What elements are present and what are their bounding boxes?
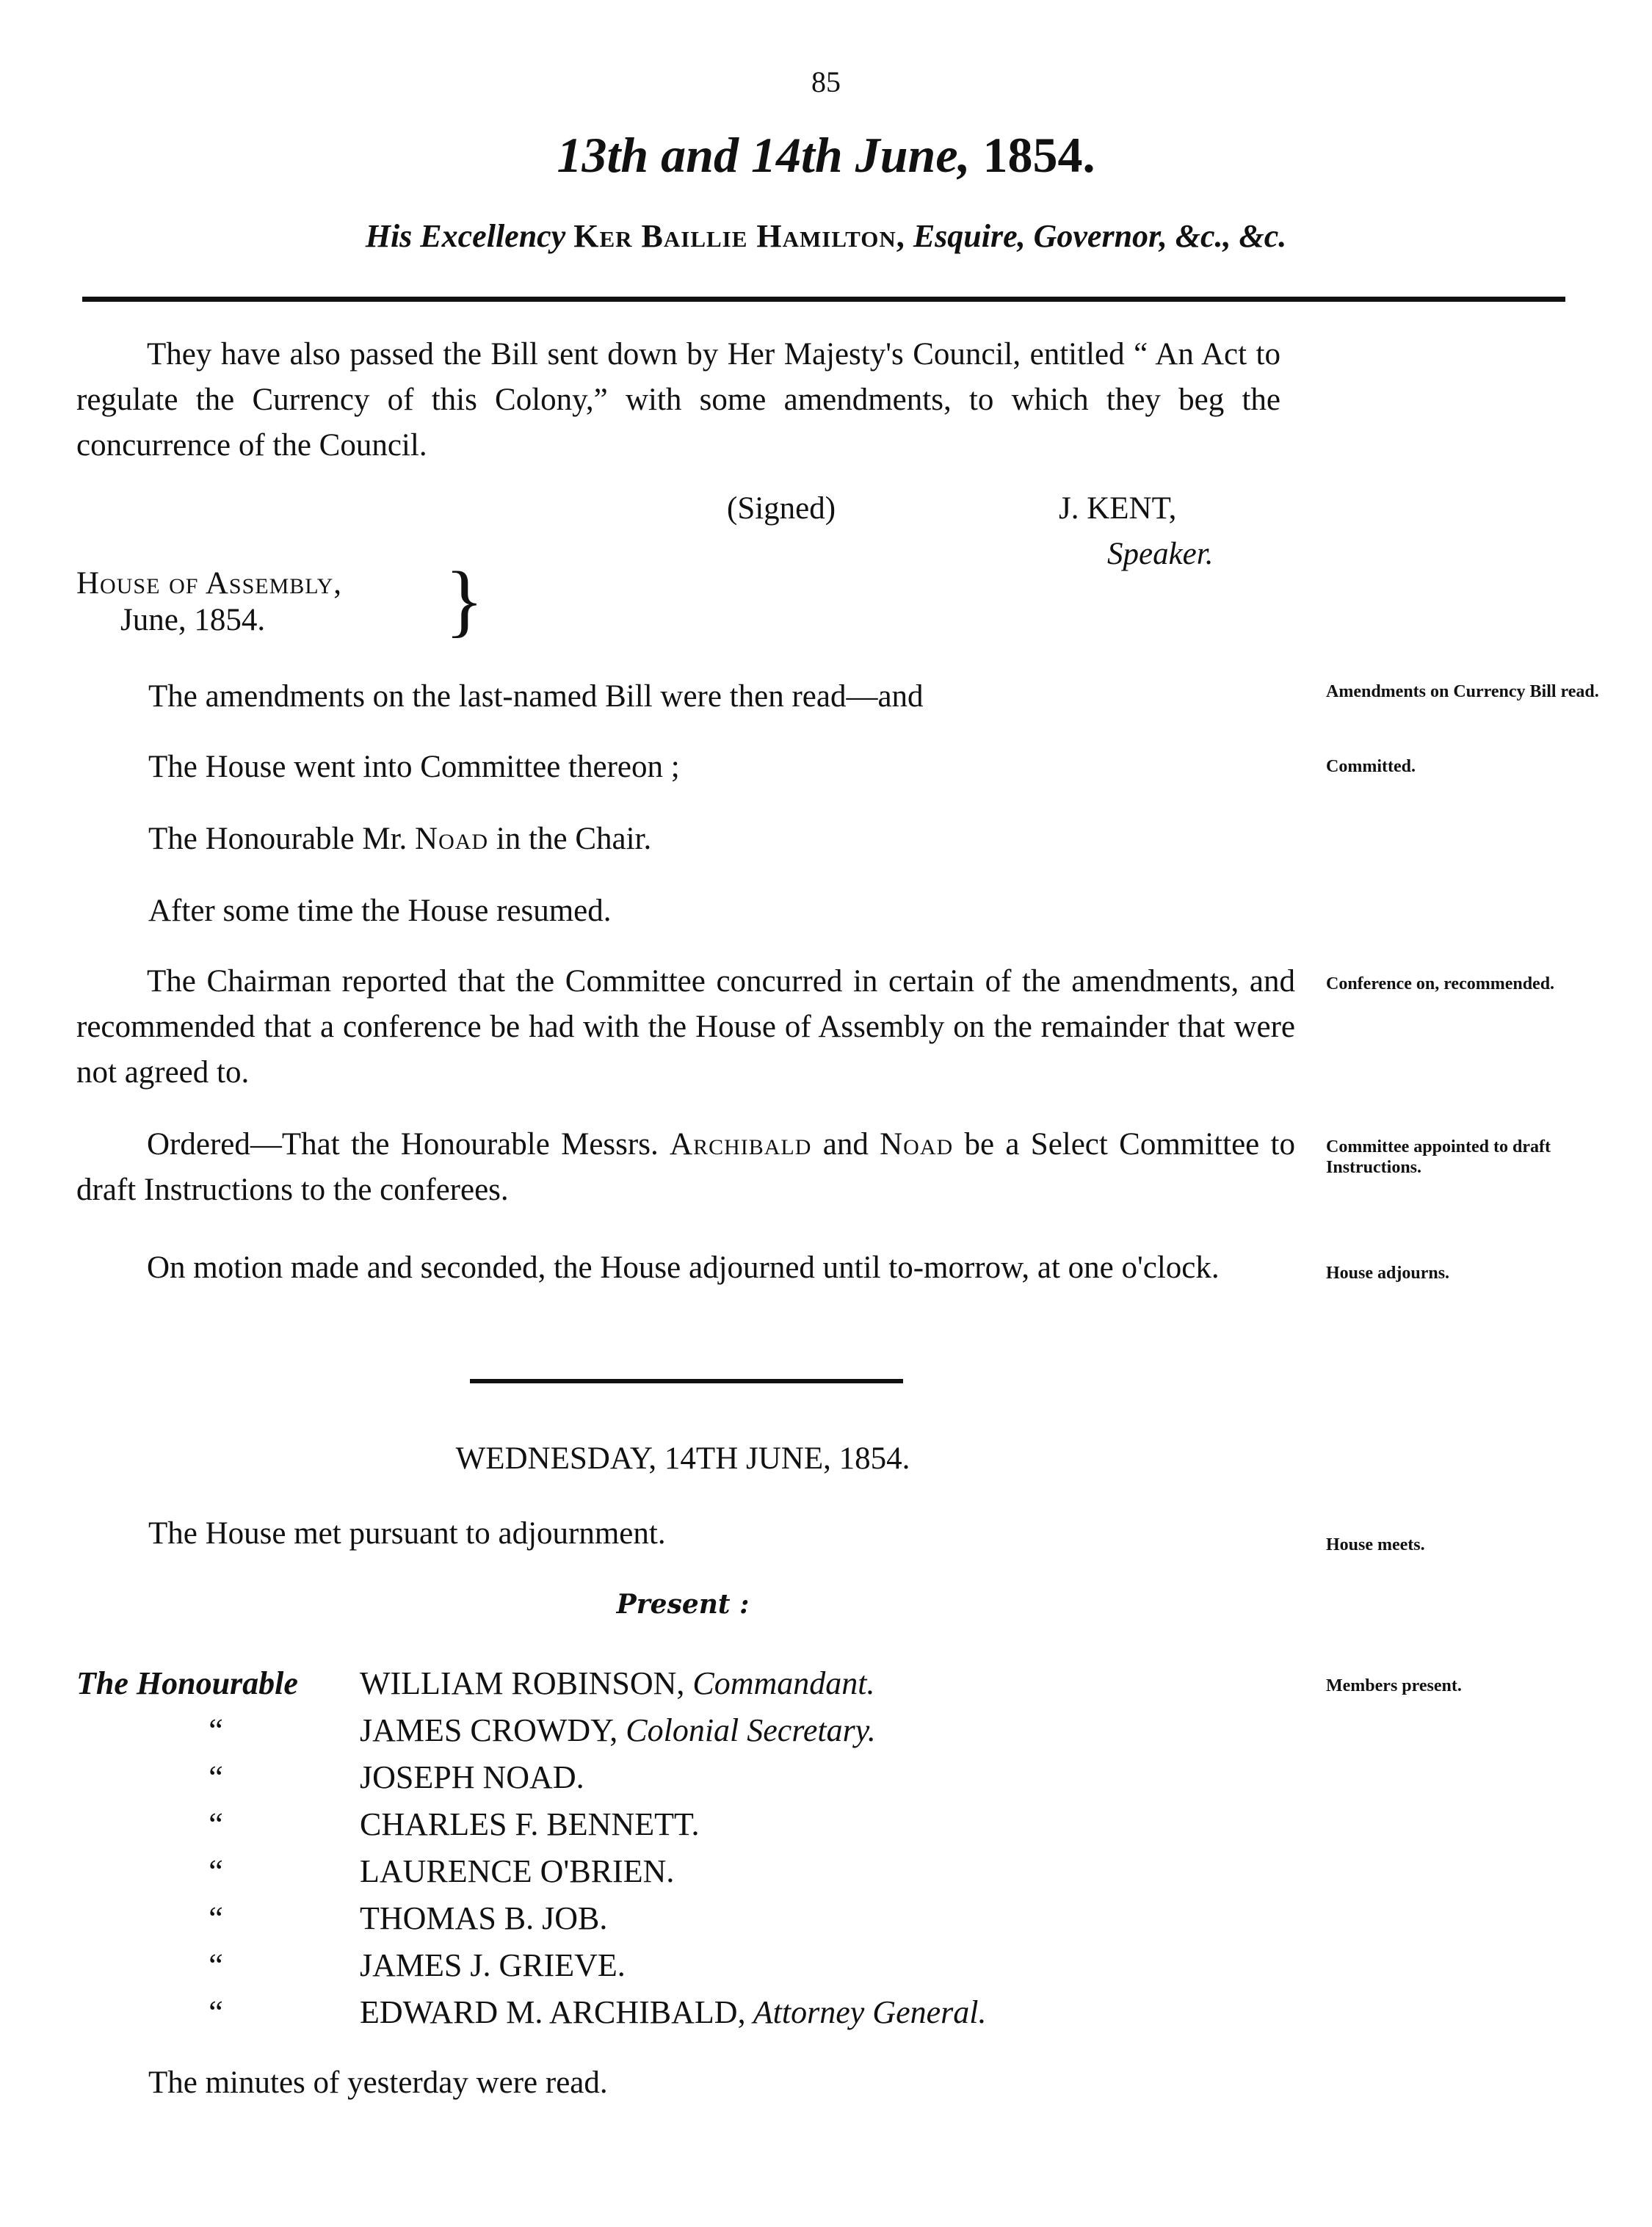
from-house-of-assembly: House of Assembly, (76, 566, 343, 601)
member-2 (360, 1708, 876, 1753)
day-heading: WEDNESDAY, 14TH JUNE, 1854. (455, 1441, 910, 1476)
member-1-name: WILLIAM ROBINSON, (360, 1665, 685, 1701)
assembly-message (76, 332, 1280, 468)
assembly-message-text: They have also passed the Bill sent down by Her Majesty's Council, entitled “ An Act to regulate the Currency of this Colony,” with some amendments, to which they beg the concurrence of the Council. (76, 337, 1280, 463)
entry-chairman-report-text: The Chairman reported that the Committee concurred in certain of the amendments, and recommended that a conference be had with the House of Assembly on the remainder that were not agreed to. (76, 964, 1295, 1090)
ditto-mark-7: “ (209, 1947, 223, 1983)
entry-chair (148, 816, 651, 862)
margin-note-committed: Committed. (1326, 757, 1416, 776)
ditto-mark-4: “ (209, 1806, 223, 1842)
member-1 (360, 1661, 875, 1706)
member-5 (360, 1849, 674, 1894)
member-4 (360, 1802, 700, 1847)
ditto-mark-6: “ (209, 1900, 223, 1936)
closing-entry: The minutes of yesterday were read. (148, 2065, 608, 2100)
present-heading: Present : (616, 1589, 750, 1620)
entry-adjourned-text: On motion made and seconded, the House adjourned until to-morrow, at one o'clock. (147, 1250, 1220, 1285)
entry-chairman-report (76, 959, 1295, 1096)
entry-ordered-name1: Archibald (670, 1127, 812, 1162)
members-prefix: The Honourable (76, 1665, 298, 1701)
member-3 (360, 1755, 584, 1800)
header-rule (82, 297, 1565, 302)
member-2-role: Colonial Secretary. (617, 1712, 876, 1748)
margin-note-members-present: Members present. (1326, 1676, 1462, 1695)
member-6 (360, 1896, 607, 1941)
entry-adjourned (76, 1245, 1295, 1291)
signed-label: (Signed) (727, 491, 836, 526)
member-5-name: LAURENCE O'BRIEN. (360, 1853, 675, 1889)
ditto-mark-5: “ (209, 1853, 223, 1889)
page-subtitle (0, 217, 1652, 255)
margin-note-amendments: Amendments on Currency Bill read. (1326, 682, 1599, 701)
section-rule (470, 1379, 903, 1383)
entry-chair-text-b: in the Chair. (488, 822, 652, 856)
entry-chair-name: Noad (415, 822, 489, 856)
member-7-name: JAMES J. GRIEVE. (360, 1947, 626, 1983)
entry-ordered (76, 1122, 1295, 1213)
entry-resumed: After some time the House resumed. (148, 894, 612, 928)
signer-title: Speaker. (1107, 537, 1214, 571)
member-2-name: JAMES CROWDY, (360, 1712, 618, 1748)
ditto-mark-8: “ (209, 1994, 223, 2030)
member-1-role: Commandant. (684, 1665, 875, 1701)
member-3-name: JOSEPH NOAD. (360, 1759, 584, 1795)
brace-symbol: } (445, 555, 484, 645)
margin-note-adjourns: House adjourns. (1326, 1264, 1450, 1283)
entry-chair-text-a: The Honourable Mr. (148, 822, 416, 856)
page-number: 85 (811, 65, 841, 98)
from-date: June, 1854. (120, 603, 266, 637)
subtitle-lead: His Excellency (365, 218, 574, 254)
member-4-name: CHARLES F. BENNETT. (360, 1806, 700, 1842)
entry-ordered-text-c: be a Select Committee to draft Instructions to the conferees. (76, 1127, 1295, 1207)
entry-ordered-text (76, 1122, 1295, 1213)
title-year: 1854. (970, 127, 1095, 183)
entry-ordered-text-a: Ordered—That the Honourable Messrs. (147, 1127, 670, 1162)
ditto-mark-3: “ (209, 1759, 223, 1795)
margin-note-instructions: Committee appointed to draft Instructions. (1326, 1137, 1551, 1177)
member-8-role: Attorney General. (745, 1994, 987, 2030)
member-8-name: EDWARD M. ARCHIBALD, (360, 1994, 746, 2030)
member-8 (360, 1990, 986, 2035)
ditto-mark-2: “ (209, 1712, 223, 1748)
subtitle-tail: Esquire, Governor, &c., &c. (905, 218, 1287, 254)
entry-house-met: The House met pursuant to adjournment. (148, 1516, 666, 1551)
title-dates: 13th and 14th June, (557, 127, 971, 183)
entry-ordered-name2: Noad (880, 1127, 954, 1162)
margin-note-conference: Conference on, recommended. (1326, 974, 1555, 993)
entry-committed: The House went into Committee thereon ; (148, 750, 680, 784)
entry-amendments-read: The amendments on the last-named Bill were then read—and (148, 679, 924, 714)
margin-note-house-meets: House meets. (1326, 1535, 1425, 1554)
member-6-name: THOMAS B. JOB. (360, 1900, 608, 1936)
page-title (0, 126, 1652, 184)
signer-name: J. KENT, (1059, 491, 1177, 526)
subtitle-governor-name: Ker Baillie Hamilton, (573, 218, 905, 254)
entry-ordered-text-b: and (811, 1127, 880, 1162)
member-7 (360, 1943, 626, 1988)
